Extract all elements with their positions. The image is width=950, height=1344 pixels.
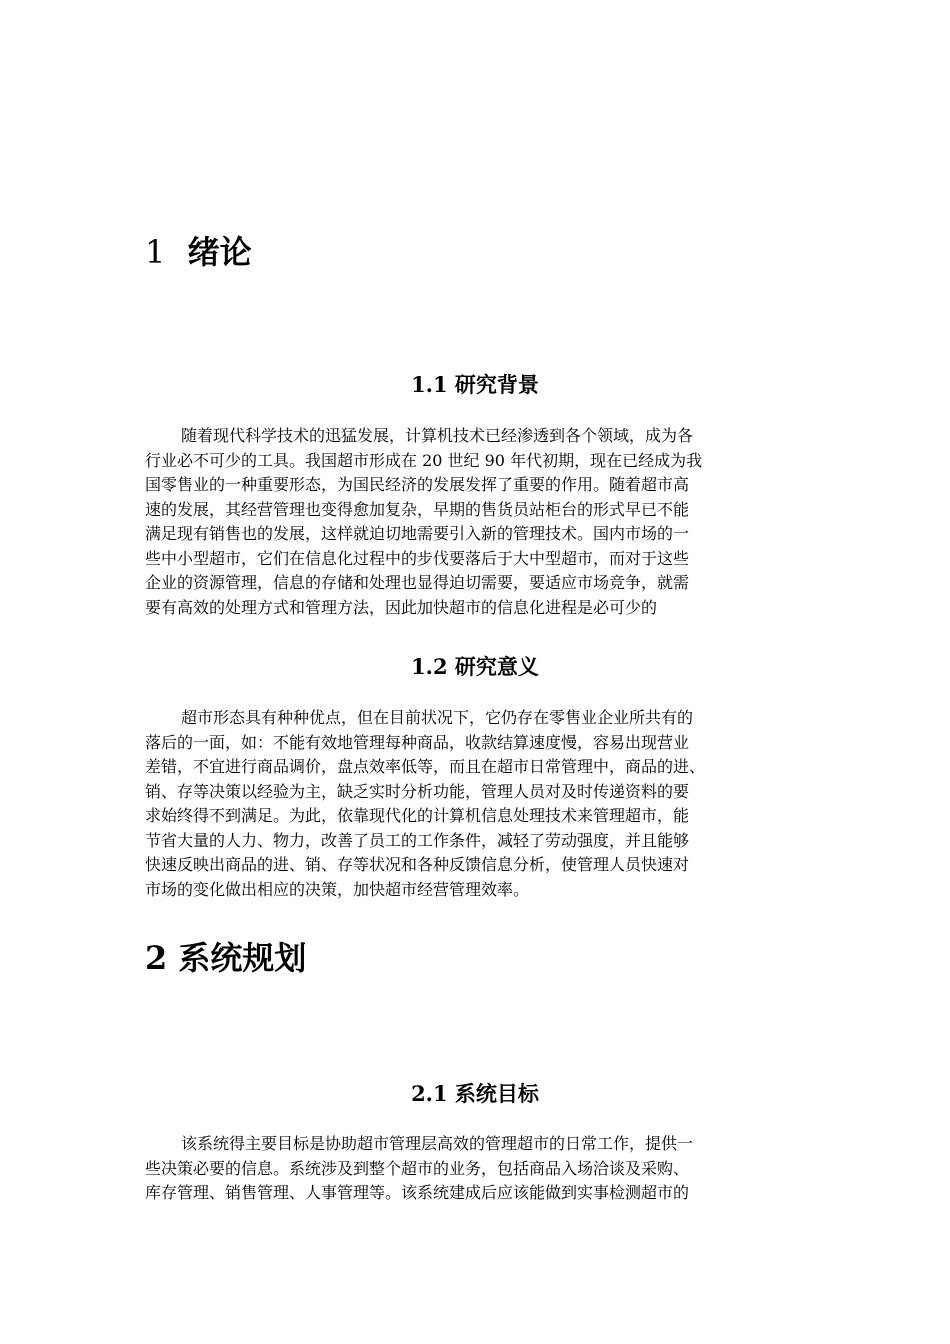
section-2-1-heading bbox=[145, 1080, 805, 1108]
paragraph-line: 速的发展，其经营管理也变得愈加复杂，早期的售货员站柜台的形式早已不能 bbox=[145, 499, 690, 519]
section-1-2-heading bbox=[145, 653, 805, 681]
chapter-2-number: 2 bbox=[145, 939, 168, 977]
paragraph-line: 库存管理、销售管理、人事管理等。该系统建成后应该能做到实事检测超市的 bbox=[145, 1183, 690, 1202]
section-1-2-title: 研究意义 bbox=[454, 655, 539, 679]
paragraph-line: 快速反映出商品的进、销、存等状况和各种反馈信息分析，使管理人员快速对 bbox=[145, 855, 690, 874]
section-1-1-paragraph bbox=[145, 424, 825, 620]
section-1-2-paragraph bbox=[145, 706, 825, 902]
paragraph-line: 随着现代科学技术的迅猛发展，计算机技术已经渗透到各个领域，成为各 bbox=[181, 426, 694, 445]
section-2-1-title: 系统目标 bbox=[454, 1082, 539, 1106]
section-2-1-number: 2.1 bbox=[411, 1081, 448, 1106]
chapter-1-title: 绪论 bbox=[187, 233, 252, 271]
paragraph-line: 销、存等决策以经验为主，缺乏实时分析功能，管理人员对及时传递资料的要 bbox=[145, 781, 690, 801]
paragraph-line: 差错，不宜进行商品调价，盘点效率低等，而且在超市日常管理中，商品的进、 bbox=[145, 757, 706, 776]
section-1-1-title: 研究背景 bbox=[454, 373, 539, 397]
paragraph-line: 行业必不可少的工具。我国超市形成在 20 世纪 90 年代初期，现在已经成为我 bbox=[145, 450, 703, 470]
paragraph-line: 该系统得主要目标是协助超市管理层高效的管理超市的日常工作，提供一 bbox=[181, 1134, 694, 1153]
paragraph-line: 节省大量的人力、物力，改善了员工的工作条件，减轻了劳动强度，并且能够 bbox=[145, 830, 690, 850]
chapter-1-number: 1 bbox=[145, 233, 166, 271]
paragraph-line: 求始终得不到满足。为此，依靠现代化的计算机信息处理技术来管理超市，能 bbox=[145, 806, 690, 825]
section-1-1-number: 1.1 bbox=[411, 372, 448, 397]
chapter-2-heading bbox=[145, 938, 306, 978]
paragraph-line: 些中小型超市，它们在信息化过程中的步伐要落后于大中型超市，而对于这些 bbox=[145, 548, 690, 568]
section-1-2-number: 1.2 bbox=[411, 654, 448, 679]
paragraph-line: 些决策必要的信息。系统涉及到整个超市的业务，包括商品入场洽谈及采购、 bbox=[145, 1158, 690, 1178]
paragraph-line: 满足现有销售也的发展，这样就迫切地需要引入新的管理技术。国内市场的一 bbox=[145, 524, 690, 543]
paragraph-line: 超市形态具有种种优点，但在目前状况下，它仍存在零售业企业所共有的 bbox=[181, 708, 694, 727]
paragraph-line: 企业的资源管理，信息的存储和处理也显得迫切需要，要适应市场竞争，就需 bbox=[145, 573, 690, 592]
paragraph-line: 国零售业的一种重要形态，为国民经济的发展发挥了重要的作用。随着超市高 bbox=[145, 475, 690, 494]
paragraph-line: 要有高效的处理方式和管理方法，因此加快超市的信息化进程是必可少的 bbox=[145, 597, 658, 617]
paragraph-line: 落后的一面，如：不能有效地管理每种商品，收款结算速度慢，容易出现营业 bbox=[145, 732, 690, 752]
paragraph-line: 市场的变化做出相应的决策，加快超市经营管理效率。 bbox=[145, 879, 530, 899]
section-2-1-paragraph bbox=[145, 1132, 825, 1206]
section-1-1-heading bbox=[145, 371, 805, 399]
chapter-1-heading bbox=[145, 232, 252, 272]
chapter-2-title: 系统规划 bbox=[178, 939, 307, 977]
